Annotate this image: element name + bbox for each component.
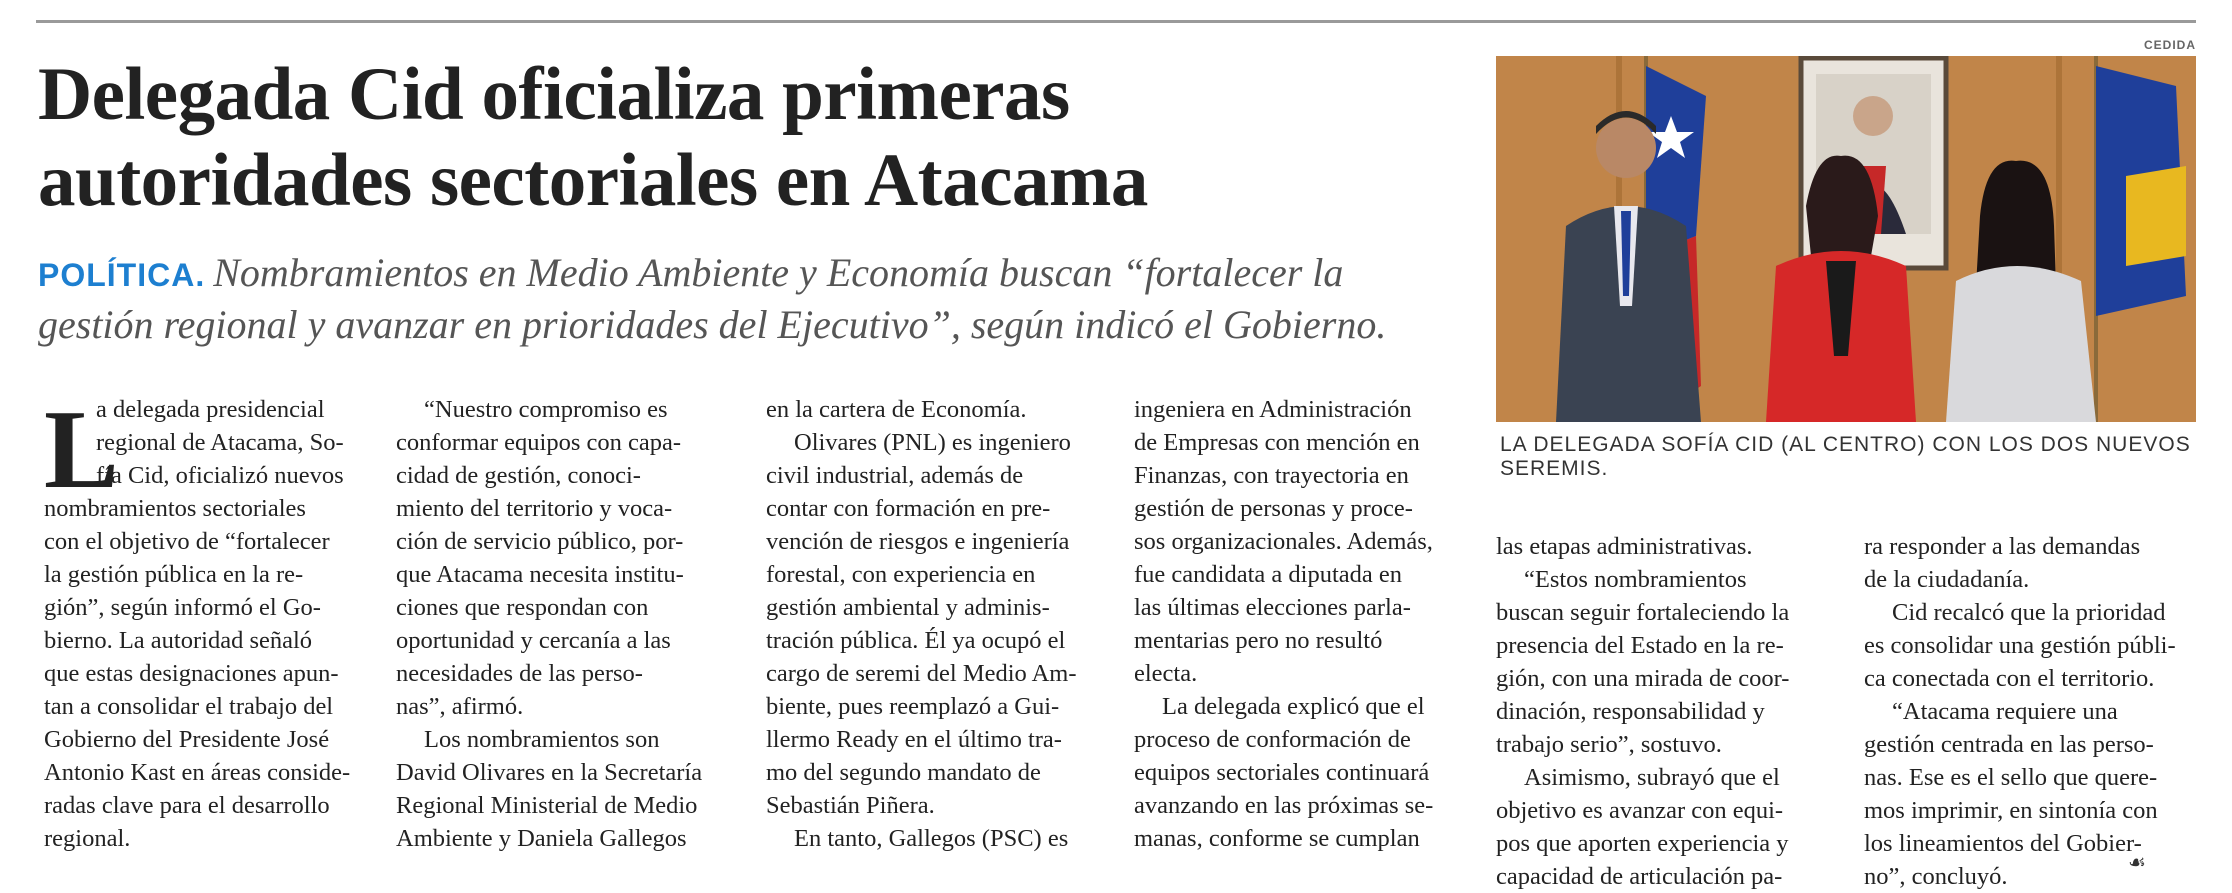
article-line: trabajo serio”, sostuvo. bbox=[1496, 731, 1722, 758]
article-line: mentarias pero no resultó bbox=[1134, 627, 1383, 654]
end-mark-icon: ☙ bbox=[2128, 850, 2146, 874]
article-line: fía Cid, oficializó nuevos bbox=[96, 462, 344, 489]
article-line: Cid recalcó que la prioridad bbox=[1892, 599, 2166, 626]
article-line: civil industrial, además de bbox=[766, 462, 1024, 489]
article-line: proceso de conformación de bbox=[1134, 726, 1411, 753]
article-line: En tanto, Gallegos (PSC) es bbox=[794, 825, 1069, 852]
headline bbox=[38, 52, 1458, 224]
deck bbox=[38, 248, 1468, 350]
article-photo bbox=[1496, 56, 2196, 422]
article-column-1 bbox=[44, 388, 351, 855]
article-line: David Olivares en la Secretaría bbox=[396, 759, 703, 786]
article-line: de Empresas con mención en bbox=[1134, 429, 1420, 456]
article-column-6 bbox=[1864, 530, 2176, 893]
article-line: Sebastián Piñera. bbox=[766, 792, 935, 819]
article-line: que Atacama necesita institu- bbox=[396, 561, 684, 588]
photo-credit: CEDIDA bbox=[2143, 38, 2196, 52]
article-line: miento del territorio y voca- bbox=[396, 495, 673, 522]
article-line: oportunidad y cercanía a las bbox=[396, 627, 671, 654]
headline-line: autoridades sectoriales en Atacama bbox=[38, 139, 1148, 222]
article-line: forestal, con experiencia en bbox=[766, 561, 1036, 588]
article-line: mo del segundo mandato de bbox=[766, 759, 1041, 786]
photo-caption: LA DELEGADA SOFÍA CID (AL CENTRO) CON LOS DOS NUEVOS SEREMIS. bbox=[1500, 433, 2191, 480]
article-column-3 bbox=[766, 393, 1076, 855]
article-line: “Atacama requiere una bbox=[1892, 698, 2118, 725]
article-line: manas, conforme se cumplan bbox=[1134, 825, 1420, 852]
article-line: gestión ambiental y adminis- bbox=[766, 594, 1050, 621]
article-line: Finanzas, con trayectoria en bbox=[1134, 462, 1409, 489]
section-kicker: POLÍTICA. bbox=[38, 257, 206, 293]
article-line: mos imprimir, en sintonía con bbox=[1864, 797, 2158, 824]
article-line: biente, pues reemplazó a Gui- bbox=[766, 693, 1060, 720]
article-line: de la ciudadanía. bbox=[1864, 566, 2030, 593]
article-line: con el objetivo de “fortalecer bbox=[44, 528, 330, 555]
headline-line: Delegada Cid oficializa primeras bbox=[38, 53, 1070, 136]
article-line: avanzando en las próximas se- bbox=[1134, 792, 1434, 819]
article-column-5 bbox=[1496, 530, 1789, 893]
article-line: pos que aporten experiencia y bbox=[1496, 830, 1789, 857]
photo-illustration bbox=[1496, 56, 2196, 422]
article-line: dinación, responsabilidad y bbox=[1496, 698, 1765, 725]
article-line: ca conectada con el territorio. bbox=[1864, 665, 2155, 692]
article-line: Los nombramientos son bbox=[424, 726, 660, 753]
article-line: es consolidar una gestión públi- bbox=[1864, 632, 2176, 659]
article-line: gestión de personas y proce- bbox=[1134, 495, 1413, 522]
article-line: gestión centrada en las perso- bbox=[1864, 731, 2154, 758]
deck-line: gestión regional y avanzar en prioridades del Ejecutivo”, según indicó el Gobierno. bbox=[38, 302, 1387, 347]
article-line: Ambiente y Daniela Gallegos bbox=[396, 825, 687, 852]
article-line: “Nuestro compromiso es bbox=[424, 396, 668, 423]
article-line: cidad de gestión, conoci- bbox=[396, 462, 641, 489]
article-line: regional de Atacama, So- bbox=[96, 429, 344, 456]
article-line: Antonio Kast en áreas conside- bbox=[44, 759, 351, 786]
deck-text: Nombramientos en Medio Ambiente y Economía buscan “fortalecer la bbox=[213, 250, 1344, 295]
article-line: Asimismo, subrayó que el bbox=[1524, 764, 1780, 791]
article-line: ción de servicio público, por- bbox=[396, 528, 684, 555]
article-line: necesidades de las perso- bbox=[396, 660, 643, 687]
article-line: ingeniera en Administración bbox=[1134, 396, 1412, 423]
article-line: Gobierno del Presidente José bbox=[44, 726, 330, 753]
article-line: nas”, afirmó. bbox=[396, 693, 524, 720]
article-line: buscan seguir fortaleciendo la bbox=[1496, 599, 1790, 626]
article-line: en la cartera de Economía. bbox=[766, 396, 1027, 423]
article-line: vención de riesgos e ingeniería bbox=[766, 528, 1070, 555]
article-line: la gestión pública en la re- bbox=[44, 561, 304, 588]
article-line: regional. bbox=[44, 825, 131, 852]
article-line: ra responder a las demandas bbox=[1864, 533, 2141, 560]
article-line: nas. Ese es el sello que quere- bbox=[1864, 764, 2158, 791]
article-line: presencia del Estado en la re- bbox=[1496, 632, 1784, 659]
article-column-4 bbox=[1134, 393, 1433, 855]
article-line: fue candidata a diputada en bbox=[1134, 561, 1403, 588]
drop-cap: L bbox=[44, 388, 119, 512]
article-line: las últimas elecciones parla- bbox=[1134, 594, 1411, 621]
top-rule bbox=[36, 20, 2196, 23]
article-line: bierno. La autoridad señaló bbox=[44, 627, 313, 654]
article-line: Regional Ministerial de Medio bbox=[396, 792, 698, 819]
article-line: La delegada explicó que el bbox=[1162, 693, 1425, 720]
article-line: objetivo es avanzar con equi- bbox=[1496, 797, 1784, 824]
article-line: a delegada presidencial bbox=[96, 396, 325, 423]
article-line: las etapas administrativas. bbox=[1496, 533, 1753, 560]
article-line: radas clave para el desarrollo bbox=[44, 792, 330, 819]
article-line: electa. bbox=[1134, 660, 1198, 687]
article-line: contar con formación en pre- bbox=[766, 495, 1051, 522]
article-line: sos organizacionales. Además, bbox=[1134, 528, 1433, 555]
article-line: gión”, según informó el Go- bbox=[44, 594, 321, 621]
article-line: tración pública. Él ya ocupó el bbox=[766, 627, 1066, 654]
article-line: Olivares (PNL) es ingeniero bbox=[794, 429, 1071, 456]
article-column-2 bbox=[396, 393, 702, 855]
article-line: “Estos nombramientos bbox=[1524, 566, 1747, 593]
article-line: nombramientos sectoriales bbox=[44, 495, 306, 522]
article-line: conformar equipos con capa- bbox=[396, 429, 682, 456]
article-line: los lineamientos del Gobier- bbox=[1864, 830, 2142, 857]
article-line: tan a consolidar el trabajo del bbox=[44, 693, 334, 720]
deck-line bbox=[38, 248, 1468, 300]
article-line: no”, concluyó. bbox=[1864, 863, 2008, 890]
article-line: equipos sectoriales continuará bbox=[1134, 759, 1430, 786]
article-line: capacidad de articulación pa- bbox=[1496, 863, 1783, 890]
article-line: que estas designaciones apun- bbox=[44, 660, 339, 687]
article-line: llermo Ready en el último tra- bbox=[766, 726, 1062, 753]
article-line: cargo de seremi del Medio Am- bbox=[766, 660, 1077, 687]
article-line: gión, con una mirada de coor- bbox=[1496, 665, 1790, 692]
article-line: ciones que respondan con bbox=[396, 594, 649, 621]
